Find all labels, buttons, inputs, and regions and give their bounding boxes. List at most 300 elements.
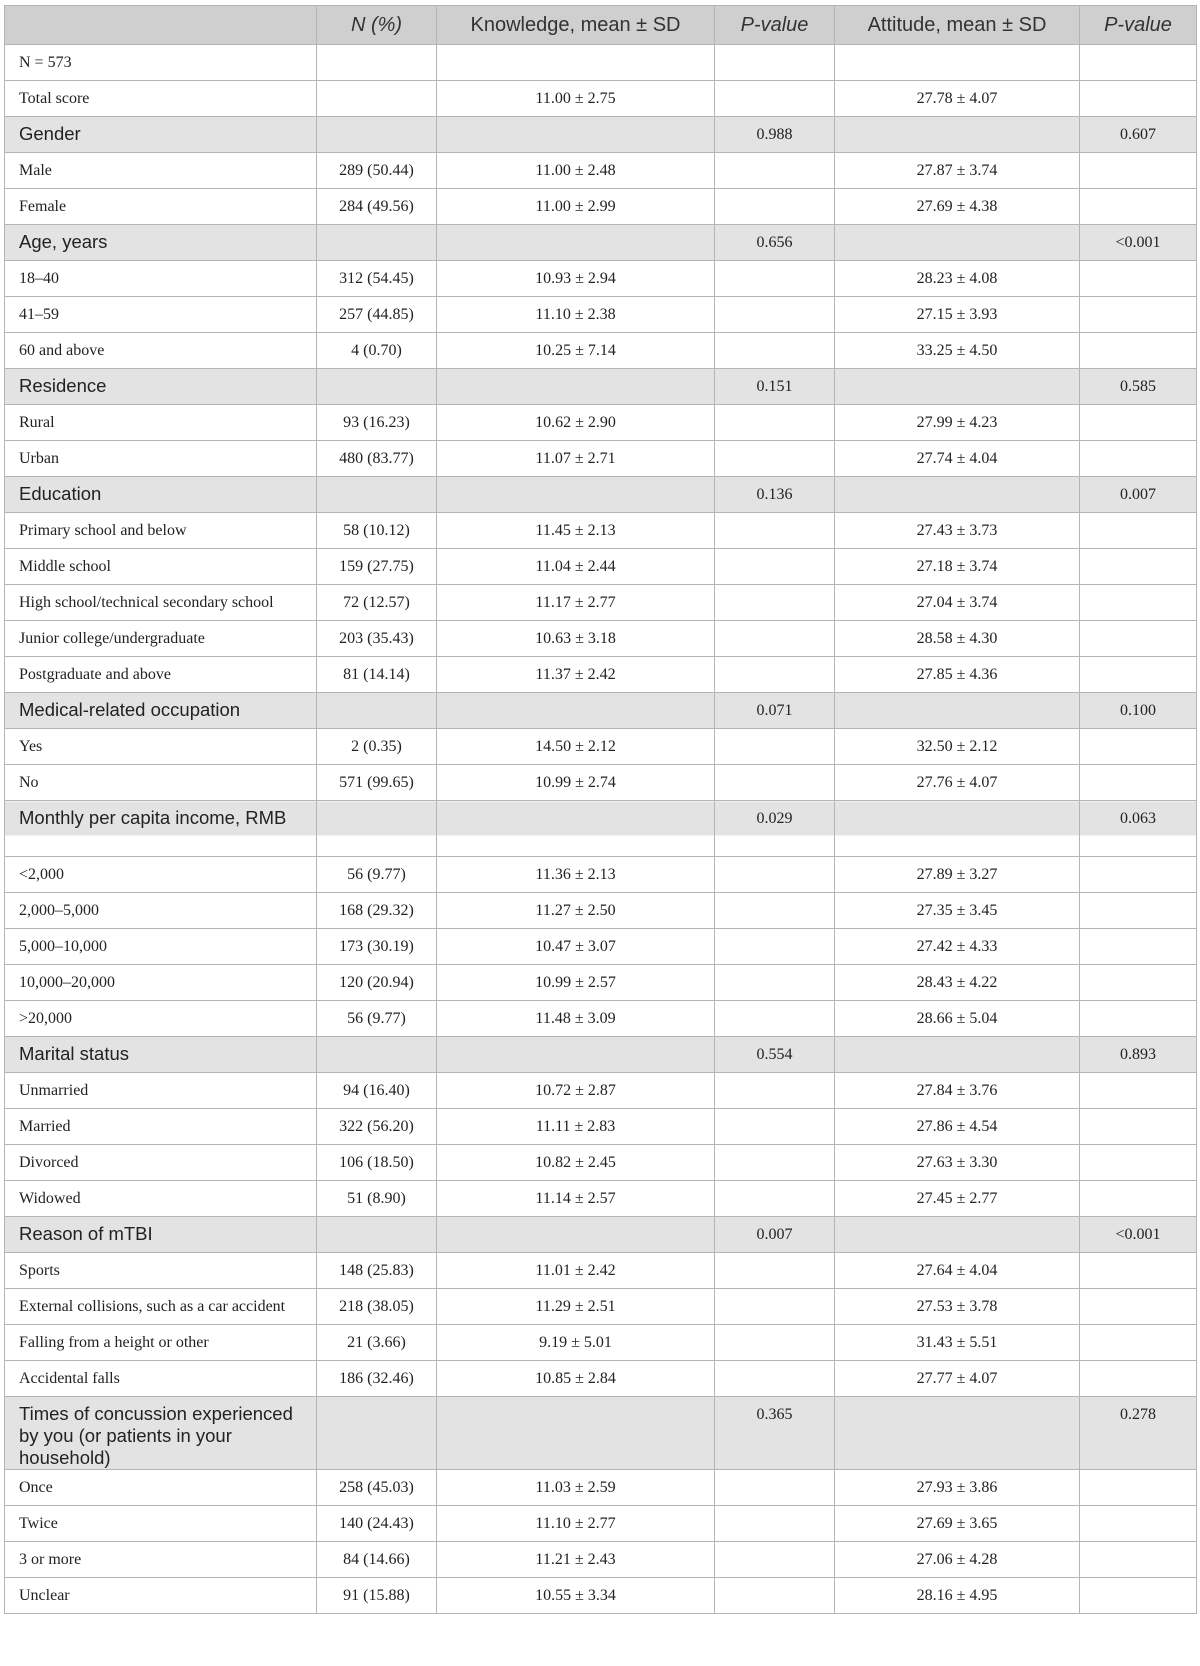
group-title: Reason of mTBI	[5, 1217, 317, 1253]
row-n-percent: 203 (35.43)	[317, 621, 437, 657]
group-p-value-knowledge: 0.071	[715, 693, 835, 729]
empty-cell	[835, 1037, 1080, 1073]
table-row	[5, 1289, 1197, 1325]
row-attitude: 27.35 ± 3.45	[835, 893, 1080, 929]
empty-cell	[317, 801, 437, 857]
empty-cell	[1080, 1253, 1197, 1289]
table-row	[5, 1145, 1197, 1181]
empty-cell	[715, 1109, 835, 1145]
row-n-percent: 4 (0.70)	[317, 333, 437, 369]
empty-cell	[715, 1145, 835, 1181]
row-label: Twice	[5, 1506, 317, 1542]
row-attitude: 27.93 ± 3.86	[835, 1470, 1080, 1506]
empty-cell	[317, 477, 437, 513]
row-n-percent: 322 (56.20)	[317, 1109, 437, 1145]
row-attitude: 27.77 ± 4.07	[835, 1361, 1080, 1397]
row-knowledge: 11.17 ± 2.77	[437, 585, 715, 621]
empty-cell	[437, 369, 715, 405]
empty-cell	[437, 1037, 715, 1073]
empty-cell	[317, 45, 437, 81]
row-n-percent: 93 (16.23)	[317, 405, 437, 441]
empty-cell	[1080, 1361, 1197, 1397]
empty-cell	[835, 117, 1080, 153]
row-attitude: 32.50 ± 2.12	[835, 729, 1080, 765]
empty-cell	[715, 45, 835, 81]
row-attitude: 28.58 ± 4.30	[835, 621, 1080, 657]
row-knowledge: 11.21 ± 2.43	[437, 1542, 715, 1578]
n-row	[5, 45, 1197, 81]
empty-cell	[835, 477, 1080, 513]
empty-cell	[317, 369, 437, 405]
row-attitude: 27.85 ± 4.36	[835, 657, 1080, 693]
table-row	[5, 549, 1197, 585]
empty-cell	[715, 333, 835, 369]
row-attitude: 27.87 ± 3.74	[835, 153, 1080, 189]
row-attitude: 27.45 ± 2.77	[835, 1181, 1080, 1217]
row-attitude: 28.16 ± 4.95	[835, 1578, 1080, 1614]
row-attitude: 27.86 ± 4.54	[835, 1109, 1080, 1145]
empty-cell	[1080, 513, 1197, 549]
row-knowledge: 10.62 ± 2.90	[437, 405, 715, 441]
table-row	[5, 1361, 1197, 1397]
row-attitude: 33.25 ± 4.50	[835, 333, 1080, 369]
row-n-percent: 218 (38.05)	[317, 1289, 437, 1325]
row-n-percent: 258 (45.03)	[317, 1470, 437, 1506]
table-row	[5, 657, 1197, 693]
group-p-value-attitude: 0.607	[1080, 117, 1197, 153]
row-n-percent: 56 (9.77)	[317, 1001, 437, 1037]
empty-cell	[1080, 1578, 1197, 1614]
empty-cell	[1080, 1001, 1197, 1037]
empty-cell	[1080, 1145, 1197, 1181]
empty-cell	[317, 1037, 437, 1073]
row-attitude: 27.43 ± 3.73	[835, 513, 1080, 549]
table-row	[5, 1253, 1197, 1289]
empty-cell	[715, 1289, 835, 1325]
empty-cell	[835, 801, 1080, 857]
row-n-percent: 81 (14.14)	[317, 657, 437, 693]
row-knowledge: 10.82 ± 2.45	[437, 1145, 715, 1181]
empty-cell	[1080, 585, 1197, 621]
row-attitude: 28.43 ± 4.22	[835, 965, 1080, 1001]
header-row	[5, 6, 1197, 45]
row-label: Primary school and below	[5, 513, 317, 549]
empty-cell	[715, 1470, 835, 1506]
empty-cell	[715, 1181, 835, 1217]
row-label: 2,000–5,000	[5, 893, 317, 929]
row-n-percent: 106 (18.50)	[317, 1145, 437, 1181]
n-label: N = 573	[5, 45, 317, 81]
table-row	[5, 1325, 1197, 1361]
empty-cell	[1080, 405, 1197, 441]
empty-cell	[1080, 81, 1197, 117]
row-attitude: 28.23 ± 4.08	[835, 261, 1080, 297]
empty-cell	[1080, 1506, 1197, 1542]
empty-cell	[715, 657, 835, 693]
empty-cell	[715, 1073, 835, 1109]
row-attitude: 27.04 ± 3.74	[835, 585, 1080, 621]
row-attitude: 27.74 ± 4.04	[835, 441, 1080, 477]
row-label: 3 or more	[5, 1542, 317, 1578]
group-header-row	[5, 117, 1197, 153]
group-title: Medical-related occupation	[5, 693, 317, 729]
table-row	[5, 513, 1197, 549]
row-knowledge: 11.01 ± 2.42	[437, 1253, 715, 1289]
row-n-percent: 173 (30.19)	[317, 929, 437, 965]
group-p-value-attitude: 0.063	[1080, 801, 1197, 857]
row-n-percent: 120 (20.94)	[317, 965, 437, 1001]
row-label: Postgraduate and above	[5, 657, 317, 693]
row-n-percent: 257 (44.85)	[317, 297, 437, 333]
header-p-value-knowledge-label: P-value	[740, 13, 809, 36]
empty-cell	[715, 1253, 835, 1289]
total-knowledge: 11.00 ± 2.75	[437, 81, 715, 117]
row-n-percent: 21 (3.66)	[317, 1325, 437, 1361]
empty-cell	[1080, 729, 1197, 765]
table-row	[5, 1470, 1197, 1506]
header-n-percent-label: N (%)	[350, 13, 403, 36]
table-row	[5, 1542, 1197, 1578]
row-label: Male	[5, 153, 317, 189]
row-knowledge: 11.29 ± 2.51	[437, 1289, 715, 1325]
row-n-percent: 51 (8.90)	[317, 1181, 437, 1217]
row-knowledge: 10.63 ± 3.18	[437, 621, 715, 657]
table-row	[5, 765, 1197, 801]
header-variable	[5, 6, 317, 45]
row-n-percent: 72 (12.57)	[317, 585, 437, 621]
group-p-value-knowledge: 0.151	[715, 369, 835, 405]
row-knowledge: 11.45 ± 2.13	[437, 513, 715, 549]
row-n-percent: 480 (83.77)	[317, 441, 437, 477]
empty-cell	[835, 369, 1080, 405]
row-label: Middle school	[5, 549, 317, 585]
row-attitude: 27.15 ± 3.93	[835, 297, 1080, 333]
row-label: Falling from a height or other	[5, 1325, 317, 1361]
header-p-value-attitude-label: P-value	[1104, 13, 1172, 36]
table-row	[5, 585, 1197, 621]
group-p-value-attitude: 0.100	[1080, 693, 1197, 729]
table-row	[5, 441, 1197, 477]
row-n-percent: 159 (27.75)	[317, 549, 437, 585]
table-row	[5, 1578, 1197, 1614]
table-row	[5, 153, 1197, 189]
group-header-row	[5, 369, 1197, 405]
row-attitude: 27.69 ± 4.38	[835, 189, 1080, 225]
empty-cell	[1080, 657, 1197, 693]
row-knowledge: 11.00 ± 2.99	[437, 189, 715, 225]
row-n-percent: 84 (14.66)	[317, 1542, 437, 1578]
empty-cell	[1080, 929, 1197, 965]
empty-cell	[437, 1217, 715, 1253]
table-row	[5, 1001, 1197, 1037]
empty-cell	[715, 929, 835, 965]
empty-cell	[835, 1217, 1080, 1253]
empty-cell	[437, 801, 715, 857]
table-row	[5, 1109, 1197, 1145]
empty-cell	[317, 81, 437, 117]
group-p-value-knowledge: 0.029	[715, 801, 835, 857]
group-title: Residence	[5, 369, 317, 405]
table-row	[5, 621, 1197, 657]
row-knowledge: 9.19 ± 5.01	[437, 1325, 715, 1361]
row-knowledge: 11.37 ± 2.42	[437, 657, 715, 693]
group-p-value-attitude: <0.001	[1080, 1217, 1197, 1253]
row-n-percent: 284 (49.56)	[317, 189, 437, 225]
row-label: 60 and above	[5, 333, 317, 369]
header-p-value-attitude	[1080, 6, 1197, 45]
table-row	[5, 189, 1197, 225]
group-p-value-knowledge: 0.007	[715, 1217, 835, 1253]
empty-cell	[317, 225, 437, 261]
empty-cell	[715, 153, 835, 189]
total-score-row	[5, 81, 1197, 117]
row-attitude: 27.18 ± 3.74	[835, 549, 1080, 585]
group-p-value-knowledge: 0.554	[715, 1037, 835, 1073]
group-header-row	[5, 477, 1197, 513]
empty-cell	[715, 1542, 835, 1578]
empty-cell	[715, 585, 835, 621]
row-n-percent: 312 (54.45)	[317, 261, 437, 297]
row-attitude: 27.63 ± 3.30	[835, 1145, 1080, 1181]
empty-cell	[1080, 1181, 1197, 1217]
table-row	[5, 261, 1197, 297]
row-n-percent: 148 (25.83)	[317, 1253, 437, 1289]
row-n-percent: 168 (29.32)	[317, 893, 437, 929]
group-p-value-attitude: <0.001	[1080, 225, 1197, 261]
row-knowledge: 11.03 ± 2.59	[437, 1470, 715, 1506]
empty-cell	[715, 1361, 835, 1397]
row-label: Unmarried	[5, 1073, 317, 1109]
empty-cell	[715, 549, 835, 585]
row-knowledge: 11.11 ± 2.83	[437, 1109, 715, 1145]
table-row	[5, 965, 1197, 1001]
group-header-row	[5, 225, 1197, 261]
empty-cell	[715, 1001, 835, 1037]
row-n-percent: 289 (50.44)	[317, 153, 437, 189]
group-p-value-knowledge: 0.656	[715, 225, 835, 261]
table-row	[5, 405, 1197, 441]
row-knowledge: 11.00 ± 2.48	[437, 153, 715, 189]
row-label: 5,000–10,000	[5, 929, 317, 965]
row-attitude: 27.89 ± 3.27	[835, 857, 1080, 893]
table-body	[5, 45, 1197, 1614]
row-label: Widowed	[5, 1181, 317, 1217]
row-n-percent: 91 (15.88)	[317, 1578, 437, 1614]
row-n-percent: 94 (16.40)	[317, 1073, 437, 1109]
table-row	[5, 729, 1197, 765]
empty-cell	[835, 1397, 1080, 1470]
group-title: Times of concussion experienced by you (or patients in your household)	[5, 1397, 317, 1470]
row-label: Junior college/undergraduate	[5, 621, 317, 657]
group-header-row	[5, 1037, 1197, 1073]
row-knowledge: 10.93 ± 2.94	[437, 261, 715, 297]
row-label: Once	[5, 1470, 317, 1506]
group-header-row	[5, 1397, 1197, 1470]
row-n-percent: 56 (9.77)	[317, 857, 437, 893]
row-label: Female	[5, 189, 317, 225]
row-label: Yes	[5, 729, 317, 765]
empty-cell	[437, 477, 715, 513]
empty-cell	[317, 693, 437, 729]
empty-cell	[317, 1217, 437, 1253]
row-label: High school/technical secondary school	[5, 585, 317, 621]
group-title: Monthly per capita income, RMB	[5, 801, 317, 857]
row-knowledge: 10.99 ± 2.57	[437, 965, 715, 1001]
row-knowledge: 11.27 ± 2.50	[437, 893, 715, 929]
empty-cell	[437, 1397, 715, 1470]
row-label: <2,000	[5, 857, 317, 893]
empty-cell	[1080, 893, 1197, 929]
row-knowledge: 10.55 ± 3.34	[437, 1578, 715, 1614]
row-knowledge: 11.07 ± 2.71	[437, 441, 715, 477]
group-header-row	[5, 801, 1197, 857]
empty-cell	[317, 1397, 437, 1470]
row-knowledge: 11.04 ± 2.44	[437, 549, 715, 585]
row-label: 10,000–20,000	[5, 965, 317, 1001]
table-row	[5, 857, 1197, 893]
row-n-percent: 58 (10.12)	[317, 513, 437, 549]
empty-cell	[715, 621, 835, 657]
table-row	[5, 333, 1197, 369]
table-row	[5, 1073, 1197, 1109]
row-knowledge: 10.47 ± 3.07	[437, 929, 715, 965]
empty-cell	[715, 297, 835, 333]
empty-cell	[715, 1578, 835, 1614]
row-label: Unclear	[5, 1578, 317, 1614]
table-row	[5, 1181, 1197, 1217]
empty-cell	[317, 117, 437, 153]
row-label: Accidental falls	[5, 1361, 317, 1397]
group-p-value-attitude: 0.278	[1080, 1397, 1197, 1470]
empty-cell	[835, 45, 1080, 81]
table-row	[5, 1506, 1197, 1542]
empty-cell	[1080, 965, 1197, 1001]
table-row	[5, 929, 1197, 965]
empty-cell	[437, 45, 715, 81]
row-attitude: 27.42 ± 4.33	[835, 929, 1080, 965]
table-row	[5, 893, 1197, 929]
header-knowledge: Knowledge, mean ± SD	[437, 6, 715, 45]
empty-cell	[715, 1325, 835, 1361]
empty-cell	[1080, 1542, 1197, 1578]
table-header	[5, 6, 1197, 45]
empty-cell	[715, 441, 835, 477]
row-label: 18–40	[5, 261, 317, 297]
empty-cell	[715, 405, 835, 441]
row-label: Sports	[5, 1253, 317, 1289]
row-attitude: 27.64 ± 4.04	[835, 1253, 1080, 1289]
row-n-percent: 571 (99.65)	[317, 765, 437, 801]
row-attitude: 27.99 ± 4.23	[835, 405, 1080, 441]
row-label: Divorced	[5, 1145, 317, 1181]
empty-cell	[715, 189, 835, 225]
empty-cell	[437, 225, 715, 261]
row-attitude: 31.43 ± 5.51	[835, 1325, 1080, 1361]
empty-cell	[437, 117, 715, 153]
empty-cell	[1080, 1470, 1197, 1506]
empty-cell	[715, 513, 835, 549]
empty-cell	[1080, 261, 1197, 297]
row-label: Married	[5, 1109, 317, 1145]
empty-cell	[1080, 1289, 1197, 1325]
row-n-percent: 186 (32.46)	[317, 1361, 437, 1397]
empty-cell	[715, 965, 835, 1001]
group-p-value-attitude: 0.585	[1080, 369, 1197, 405]
group-p-value-attitude: 0.007	[1080, 477, 1197, 513]
row-attitude: 27.53 ± 3.78	[835, 1289, 1080, 1325]
row-n-percent: 140 (24.43)	[317, 1506, 437, 1542]
row-label: 41–59	[5, 297, 317, 333]
group-title: Education	[5, 477, 317, 513]
group-p-value-knowledge: 0.136	[715, 477, 835, 513]
row-attitude: 27.84 ± 3.76	[835, 1073, 1080, 1109]
group-p-value-attitude: 0.893	[1080, 1037, 1197, 1073]
empty-cell	[835, 693, 1080, 729]
group-title: Gender	[5, 117, 317, 153]
group-title: Marital status	[5, 1037, 317, 1073]
empty-cell	[715, 261, 835, 297]
header-attitude: Attitude, mean ± SD	[835, 6, 1080, 45]
empty-cell	[1080, 153, 1197, 189]
row-label: Urban	[5, 441, 317, 477]
empty-cell	[1080, 765, 1197, 801]
header-p-value-knowledge	[715, 6, 835, 45]
empty-cell	[1080, 297, 1197, 333]
empty-cell	[715, 1506, 835, 1542]
row-label: External collisions, such as a car accident	[5, 1289, 317, 1325]
row-knowledge: 10.25 ± 7.14	[437, 333, 715, 369]
row-knowledge: 10.72 ± 2.87	[437, 1073, 715, 1109]
empty-cell	[437, 693, 715, 729]
row-knowledge: 11.10 ± 2.77	[437, 1506, 715, 1542]
row-attitude: 27.69 ± 3.65	[835, 1506, 1080, 1542]
empty-cell	[1080, 1073, 1197, 1109]
total-attitude: 27.78 ± 4.07	[835, 81, 1080, 117]
empty-cell	[1080, 857, 1197, 893]
empty-cell	[715, 729, 835, 765]
group-header-row	[5, 693, 1197, 729]
row-knowledge: 14.50 ± 2.12	[437, 729, 715, 765]
row-attitude: 27.76 ± 4.07	[835, 765, 1080, 801]
empty-cell	[715, 765, 835, 801]
total-score-label: Total score	[5, 81, 317, 117]
row-knowledge: 10.85 ± 2.84	[437, 1361, 715, 1397]
row-knowledge: 10.99 ± 2.74	[437, 765, 715, 801]
group-title: Age, years	[5, 225, 317, 261]
empty-cell	[1080, 549, 1197, 585]
empty-cell	[1080, 441, 1197, 477]
row-label: Rural	[5, 405, 317, 441]
group-p-value-knowledge: 0.988	[715, 117, 835, 153]
row-knowledge: 11.14 ± 2.57	[437, 1181, 715, 1217]
group-p-value-knowledge: 0.365	[715, 1397, 835, 1470]
header-n-percent	[317, 6, 437, 45]
empty-cell	[1080, 333, 1197, 369]
empty-cell	[1080, 621, 1197, 657]
kap-table	[4, 5, 1197, 1614]
row-attitude: 28.66 ± 5.04	[835, 1001, 1080, 1037]
empty-cell	[1080, 1325, 1197, 1361]
row-attitude: 27.06 ± 4.28	[835, 1542, 1080, 1578]
table-row	[5, 297, 1197, 333]
empty-cell	[1080, 189, 1197, 225]
row-knowledge: 11.48 ± 3.09	[437, 1001, 715, 1037]
row-n-percent: 2 (0.35)	[317, 729, 437, 765]
empty-cell	[835, 225, 1080, 261]
group-header-row	[5, 1217, 1197, 1253]
empty-cell	[715, 893, 835, 929]
empty-cell	[1080, 1109, 1197, 1145]
